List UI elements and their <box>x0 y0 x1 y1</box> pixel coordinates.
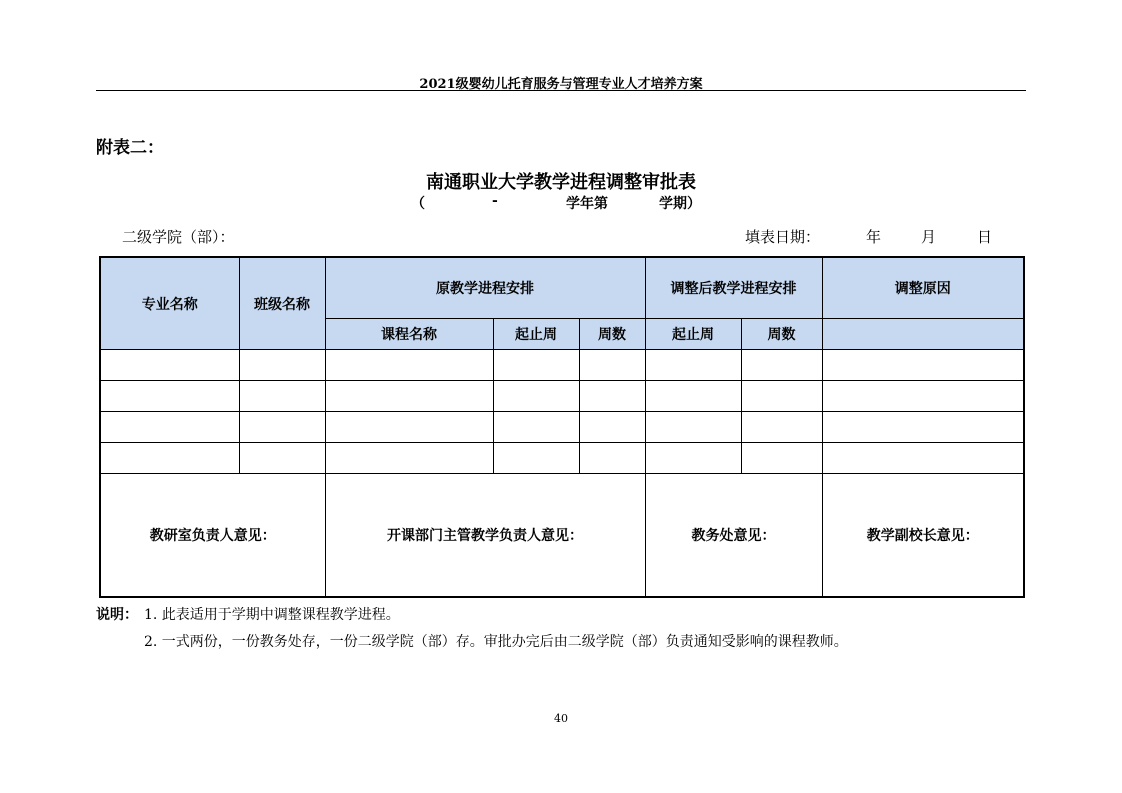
cell-adj-weeks-range[interactable] <box>645 443 741 474</box>
cell-major[interactable] <box>100 350 239 381</box>
cell-weeks-range[interactable] <box>493 350 579 381</box>
opinion-academic-affairs[interactable]: 教务处意见： <box>645 474 822 598</box>
cell-course[interactable] <box>325 412 493 443</box>
approval-table <box>99 256 1025 598</box>
cell-adj-weeks-count[interactable] <box>741 412 822 443</box>
year-label: 学年第 <box>566 196 608 212</box>
cell-weeks-range[interactable] <box>493 443 579 474</box>
subheader-weeks-count: 周数 <box>579 319 645 350</box>
header-adjusted-schedule: 调整后教学进程安排 <box>645 257 822 319</box>
cell-course[interactable] <box>325 350 493 381</box>
note-item-1: 1. 此表适用于学期中调整课程教学进程。 <box>144 607 400 623</box>
page-number: 40 <box>554 712 568 725</box>
header-rule <box>96 90 1026 91</box>
table-row <box>100 381 1024 412</box>
cell-class[interactable] <box>239 350 325 381</box>
subheader-adj-weeks-range: 起止周 <box>645 319 741 350</box>
subheader-weeks-range: 起止周 <box>493 319 579 350</box>
note-item-2: 2. 一式两份，一份教务处存，一份二级学院（部）存。审批办完后由二级学院（部）负责通知受影响的课程教师。 <box>144 634 848 650</box>
table-row <box>100 443 1024 474</box>
subheader-course: 课程名称 <box>325 319 493 350</box>
cell-weeks-count[interactable] <box>579 381 645 412</box>
subheader-reason-blank <box>822 319 1024 350</box>
year-dash: - <box>492 193 498 209</box>
cell-class[interactable] <box>239 443 325 474</box>
month-unit: 月 <box>921 228 937 246</box>
cell-reason[interactable] <box>822 350 1024 381</box>
cell-reason[interactable] <box>822 443 1024 474</box>
term-label: 学期） <box>659 196 701 212</box>
appendix-label: 附表二： <box>96 138 164 158</box>
cell-weeks-range[interactable] <box>493 412 579 443</box>
cell-reason[interactable] <box>822 381 1024 412</box>
college-label: 二级学院（部）： <box>122 228 235 246</box>
cell-major[interactable] <box>100 412 239 443</box>
header-class: 班级名称 <box>239 257 325 350</box>
subheader-adj-weeks-count: 周数 <box>741 319 822 350</box>
document-header: 2021级婴幼儿托育服务与管理专业人才培养方案 <box>419 77 703 92</box>
cell-weeks-count[interactable] <box>579 350 645 381</box>
cell-class[interactable] <box>239 381 325 412</box>
cell-major[interactable] <box>100 381 239 412</box>
day-unit: 日 <box>977 228 993 246</box>
cell-adj-weeks-count[interactable] <box>741 381 822 412</box>
form-title: 南通职业大学教学进程调整审批表 <box>426 172 696 193</box>
notes-label: 说明： <box>96 607 138 623</box>
paren-open: （ <box>411 196 425 212</box>
cell-weeks-count[interactable] <box>579 443 645 474</box>
cell-reason[interactable] <box>822 412 1024 443</box>
cell-major[interactable] <box>100 443 239 474</box>
header-original-schedule: 原教学进程安排 <box>325 257 645 319</box>
date-label: 填表日期： <box>745 228 821 246</box>
opinion-department-head[interactable]: 开课部门主管教学负责人意见： <box>325 474 645 598</box>
cell-course[interactable] <box>325 443 493 474</box>
table-row <box>100 412 1024 443</box>
cell-weeks-range[interactable] <box>493 381 579 412</box>
header-reason: 调整原因 <box>822 257 1024 319</box>
header-major: 专业名称 <box>100 257 239 350</box>
cell-adj-weeks-range[interactable] <box>645 412 741 443</box>
cell-adj-weeks-range[interactable] <box>645 350 741 381</box>
cell-class[interactable] <box>239 412 325 443</box>
opinion-vice-president[interactable]: 教学副校长意见： <box>822 474 1024 598</box>
cell-weeks-count[interactable] <box>579 412 645 443</box>
opinion-teaching-office[interactable]: 教研室负责人意见： <box>100 474 325 598</box>
cell-adj-weeks-range[interactable] <box>645 381 741 412</box>
year-unit: 年 <box>866 228 882 246</box>
table-row <box>100 350 1024 381</box>
cell-course[interactable] <box>325 381 493 412</box>
cell-adj-weeks-count[interactable] <box>741 443 822 474</box>
cell-adj-weeks-count[interactable] <box>741 350 822 381</box>
